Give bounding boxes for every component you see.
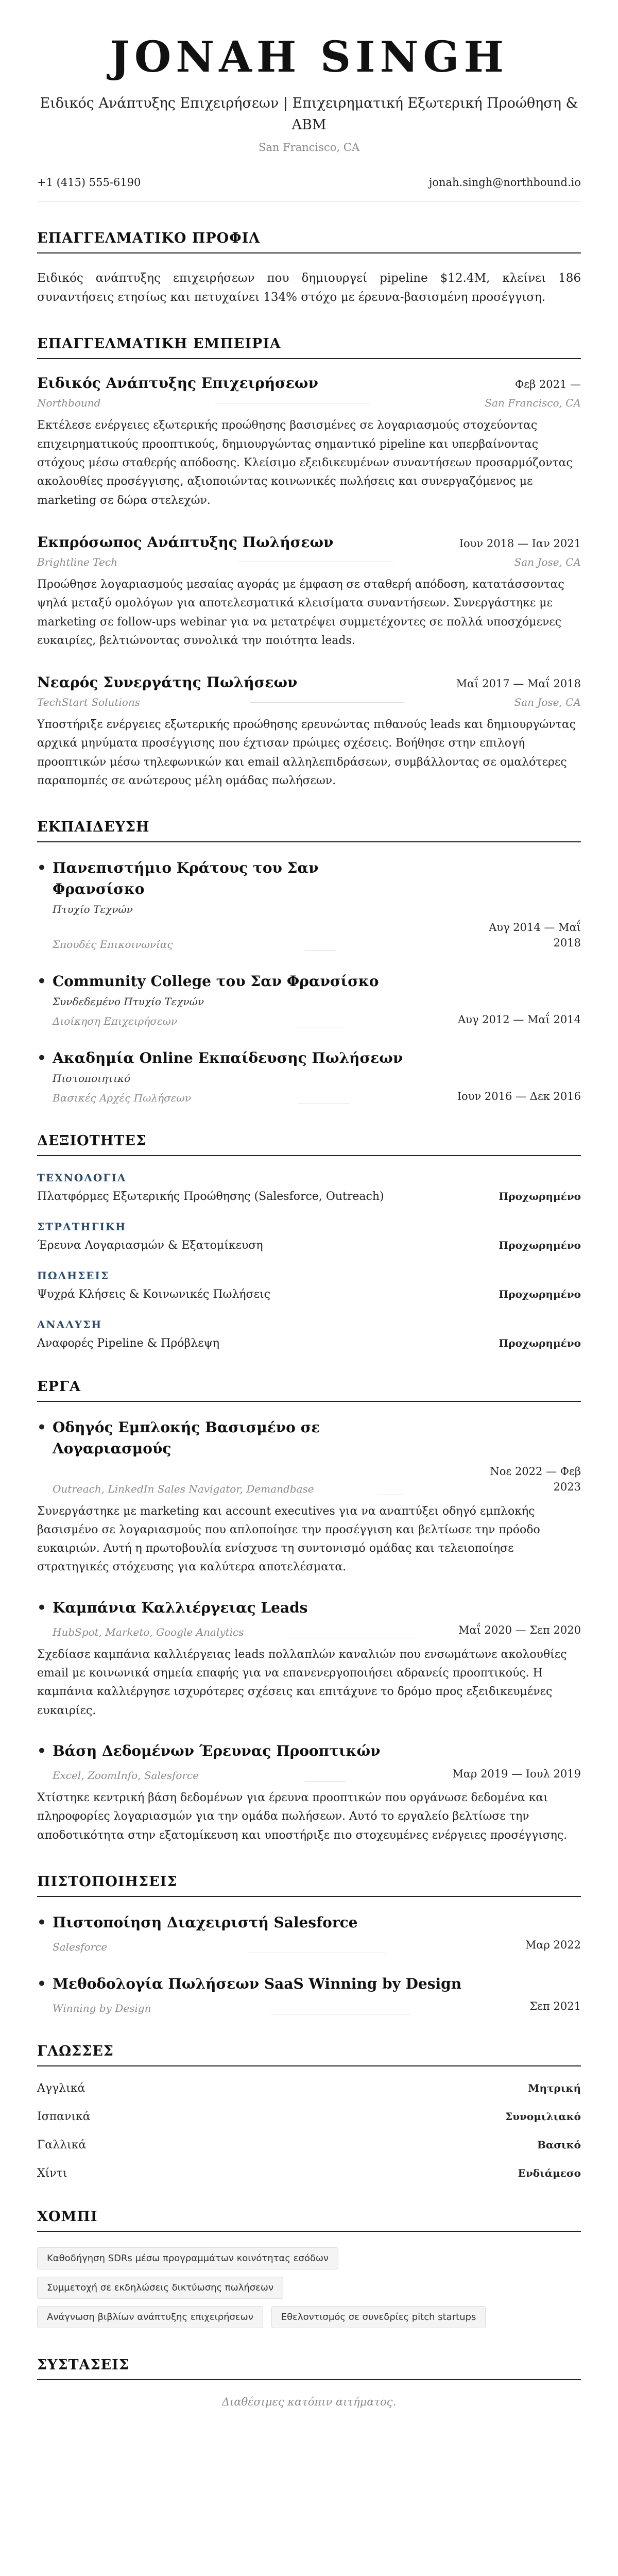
field-of-study: Διοίκηση Επιχειρήσεων — [53, 1015, 178, 1028]
section-title-references: ΣΥΣΤΑΣΕΙΣ — [37, 2357, 581, 2380]
language-name: Αγγλικά — [37, 2081, 85, 2095]
education-date: Αυγ 2014 — Μαΐ 2018 — [489, 921, 581, 949]
certification-issuer: Winning by Design — [53, 2002, 151, 2014]
job-company: TechStart Solutions — [37, 696, 140, 709]
job-role: Ειδικός Ανάπτυξης Επιχειρήσεων — [37, 375, 318, 392]
education-entry — [37, 971, 581, 1027]
bullet-icon: • — [37, 1049, 46, 1067]
section-title-education: ΕΚΠΑΙΔΕΥΣΗ — [37, 819, 581, 842]
education-date: Αυγ 2012 — Μαΐ 2014 — [457, 1013, 581, 1026]
skill-level: Προχωρημένο — [499, 1337, 581, 1350]
language-name: Ισπανικά — [37, 2110, 91, 2123]
certification-date: Σεπ 2021 — [529, 2000, 581, 2013]
job-description: Υποστήριξε ενέργειες εξωτερικής προώθησης ερευνώντας πιθανούς leads και δημιουργώντας αρχικά μηνύματα προσέγγισης που έχτισαν πρώιμες σχέσεις. Βοήθησε στην επιλογή προοπτικών μέσω τηλεφωνικών και email αλληλεπιδράσεων, συμβάλλοντας σε ομαλότερες παραπομπές σε ανώτερους μέλη ομάδας πωλήσεων. — [37, 718, 576, 788]
divider — [305, 950, 336, 951]
bullet-icon: • — [37, 1913, 46, 1931]
divider — [250, 702, 404, 703]
bullet-icon: • — [37, 859, 46, 877]
skill-category: ΤΕΧΝΟΛΟΓΙΑ — [37, 1172, 127, 1184]
certification-issuer: Salesforce — [53, 1940, 108, 1953]
job-role: Εκπρόσωπος Ανάπτυξης Πωλήσεων — [37, 533, 334, 551]
bullet-icon: • — [37, 1599, 46, 1616]
language-row — [37, 2167, 581, 2180]
certification-name: Πιστοποίηση Διαχειριστή Salesforce — [53, 1913, 358, 1931]
degree: Πιστοποιητικό — [53, 1072, 131, 1085]
language-name: Χίντι — [37, 2166, 67, 2180]
section-title-skills: ΔΕΞΙΟΤΗΤΕΣ — [37, 1133, 581, 1156]
language-level: Συνομιλιακό — [505, 2110, 581, 2123]
contact-row — [37, 176, 581, 201]
skill-name: Πλατφόρμες Εξωτερικής Προώθησης (Salesforce, Outreach) — [37, 1190, 384, 1204]
job-location: San Jose, CA — [514, 555, 581, 568]
hobby-chip: Εθελοντισμός σε συνεδρίες pitch startups — [271, 2306, 486, 2328]
field-of-study: Σπουδές Επικοινωνίας — [53, 938, 173, 951]
section-title-hobbies: ΧΟΜΠΙ — [37, 2209, 581, 2232]
degree: Πτυχίο Τεχνών — [53, 903, 133, 916]
references-text: Διαθέσιμες κατόπιν αιτήματος. — [221, 2395, 397, 2408]
language-level: Μητρική — [528, 2081, 581, 2094]
language-level: Ενδιάμεσο — [518, 2166, 581, 2179]
divider — [305, 1781, 346, 1782]
languages-section — [37, 2043, 581, 2180]
section-title-languages: ΓΛΩΣΣΕΣ — [37, 2043, 581, 2066]
project-description: Χτίστηκε κεντρική βάση δεδομένων για έρευνα προοπτικών που οργάνωσε δεδομένα και πληροφορίες λογαριασμών για την ομάδα πωλήσεων. Αυτό το εργαλείο βελτίωσε την αποδοτικότητα στην εξατομίκευση και υποστήριξε πιο στοχευμένες ενέργειες προσέγγισης. — [37, 1791, 568, 1842]
school-name: Πανεπιστήμιο Κράτους του Σαν Φρανσίσκο — [53, 859, 319, 897]
skill-level: Προχωρημένο — [499, 1288, 581, 1301]
projects-section — [37, 1379, 581, 1844]
certification-name: Μεθοδολογία Πωλήσεων SaaS Winning by Design — [53, 1975, 462, 1992]
language-row — [37, 2110, 581, 2123]
project-description: Σχεδίασε καμπάνια καλλιέργειας leads πολλαπλών καναλιών που ενσωμάτωνε ακολουθίες email με κοινωνικά σημεία επαφής για να επανενεργοποιήσει αδρανείς προοπτικούς. Η καμπάνια καλλιέργησε ισχυρότερες σχέσεις και επιτάχυνε το δρόμο προς εξειδικευμένες ευκαιρίες. — [37, 1648, 567, 1717]
hobby-chips — [37, 2247, 581, 2328]
hobby-chip: Ανάγνωση βιβλίων ανάπτυξης επιχειρήσεων — [37, 2306, 263, 2328]
project-date: Μαΐ 2020 — Σεπ 2020 — [458, 1624, 581, 1637]
language-row — [37, 2139, 581, 2151]
skill-group — [37, 1221, 581, 1252]
degree: Συνδεδεμένο Πτυχίο Τεχνών — [53, 995, 204, 1008]
job-location: San Jose, CA — [514, 696, 581, 709]
project-tools: HubSpot, Marketo, Google Analytics — [53, 1625, 244, 1638]
resume-header — [37, 33, 581, 201]
section-title-profile: ΕΠΑΓΓΕΛΜΑΤΙΚΟ ΠΡΟΦΙΛ — [37, 230, 581, 253]
certification-date: Μαρ 2022 — [525, 1939, 581, 1952]
project-tools: Outreach, LinkedIn Sales Navigator, Demandbase — [53, 1482, 314, 1495]
project-entry — [37, 1598, 581, 1720]
skill-name: Αναφορές Pipeline & Πρόβλεψη — [37, 1337, 220, 1350]
school-name: Community College του Σαν Φρανσίσκο — [53, 973, 379, 990]
experience-section — [37, 336, 581, 790]
project-entry — [37, 1417, 581, 1577]
project-description: Συνεργάστηκε με marketing και account executives για να αναπτύξει οδηγό εμπλοκής βασισμένο σε λογαριασμούς που απλοποίησε την προσέγγιση και βελτίωσε την πρόοδο ευκαιριών. Αυτή η πρωτοβουλία ενίσχυσε τη συντονισμό ομάδας και τελειοποίησε στρατηγικές στόχευσης για καλύτερα αποτελέσματα. — [37, 1504, 540, 1574]
job-entry — [37, 375, 581, 510]
skill-category: ΣΤΡΑΤΗΓΙΚΗ — [37, 1221, 127, 1233]
education-entry — [37, 1048, 581, 1104]
job-entry — [37, 534, 581, 650]
skill-level: Προχωρημένο — [499, 1190, 581, 1203]
education-entry — [37, 858, 581, 951]
school-name: Ακαδημία Online Εκπαίδευσης Πωλήσεων — [53, 1049, 403, 1067]
profile-summary: Ειδικός ανάπτυξης επιχειρήσεων που δημιουργεί pipeline $12.4M, κλείνει 186 συναντήσεις ετησίως και πετυχαίνει 134% στόχο με έρευνα-βασισμένη προσέγγιση. — [37, 271, 581, 304]
skill-group — [37, 1269, 581, 1301]
skill-level: Προχωρημένο — [499, 1239, 581, 1252]
project-date: Νοε 2022 — Φεβ 2023 — [490, 1465, 581, 1494]
references-section — [37, 2357, 581, 2408]
bullet-icon: • — [37, 1975, 46, 1992]
skills-section — [37, 1133, 581, 1350]
project-name: Οδηγός Εμπλοκής Βασισμένο σε Λογαριασμούς — [53, 1419, 320, 1458]
headline: Ειδικός Ανάπτυξης Επιχειρήσεων | Επιχειρηματική Εξωτερική Προώθηση & ABM — [40, 95, 578, 133]
project-name: Βάση Δεδομένων Έρευνας Προοπτικών — [53, 1742, 381, 1759]
job-date: Ιουν 2018 — Ιαν 2021 — [459, 537, 581, 550]
job-company: Northbound — [37, 397, 101, 410]
certification-entry — [37, 1912, 581, 1953]
project-name: Καμπάνια Καλλιέργειας Leads — [53, 1599, 308, 1616]
location: San Francisco, CA — [258, 141, 359, 154]
job-date: Φεβ 2021 — — [514, 378, 581, 391]
job-date: Μαΐ 2017 — Μαΐ 2018 — [456, 677, 581, 690]
hobby-chip: Καθοδήγηση SDRs μέσω προγραμμάτων κοινότητας εσόδων — [37, 2247, 338, 2269]
language-name: Γαλλικά — [37, 2138, 87, 2151]
job-location: San Francisco, CA — [485, 397, 581, 410]
project-entry — [37, 1741, 581, 1845]
phone[interactable]: +1 (415) 555-6190 — [37, 176, 141, 189]
job-description: Προώθησε λογαριασμούς μεσαίας αγοράς με έμφαση σε σταθερή απόδοση, κατατάσσοντας ψηλά μεταξύ ομολόγων για αποτελεσματικά κλεισίματα συναντήσεων. Συνεργάστηκε με marketing σε follow-ups webinar για να μετατρέψει συμμετέχοντες σε πολλά υποσχόμενες ευκαιρίες, βελτιώνοντας συνολικά την ποιότητα leads. — [37, 578, 564, 647]
skill-name: Ψυχρά Κλήσεις & Κοινωνικές Πωλήσεις — [37, 1288, 270, 1301]
skill-name: Έρευνα Λογαριασμών & Εξατομίκευση — [37, 1239, 263, 1252]
hobby-chip: Συμμετοχή σε εκδηλώσεις δικτύωσης πωλήσεων — [37, 2277, 283, 2299]
skill-category: ΑΝΑΛΥΣΗ — [37, 1318, 102, 1331]
bullet-icon: • — [37, 1742, 46, 1759]
section-title-projects: ΕΡΓΑ — [37, 1379, 581, 1402]
project-date: Μαρ 2019 — Ιουλ 2019 — [452, 1767, 581, 1780]
skill-group — [37, 1318, 581, 1350]
job-description: Εκτέλεσε ενέργειες εξωτερικής προώθησης βασισμένες σε λογαριασμούς στοχεύοντας επιχειρηματικούς προοπτικούς, δημιουργώντας σημαντικό pipeline και υπερβαίνοντας στόχους μέσω σταθερής απόδοσης. Κλείσιμο εξειδικευμένων συναντήσεων προσαρμόζοντας ακολουθίες προσέγγισης, αξιοποιώντας κοινωνικές πωλήσεις και συνεργαζόμενος με marketing σε δώρα στελεχών. — [37, 419, 573, 507]
bullet-icon: • — [37, 973, 46, 990]
profile-section — [37, 230, 581, 308]
job-entry — [37, 674, 581, 790]
project-tools: Excel, ZoomInfo, Salesforce — [53, 1769, 199, 1782]
hobbies-section — [37, 2209, 581, 2328]
education-date: Ιουν 2016 — Δεκ 2016 — [457, 1090, 581, 1103]
job-company: Brightline Tech — [37, 555, 117, 568]
field-of-study: Βασικές Αρχές Πωλήσεων — [53, 1092, 191, 1105]
certification-entry — [37, 1974, 581, 2014]
email[interactable]: jonah.singh@northbound.io — [428, 176, 581, 189]
certifications-section — [37, 1874, 581, 2014]
bullet-icon: • — [37, 1419, 46, 1436]
section-title-certifications: ΠΙΣΤΟΠΟΙΗΣΕΙΣ — [37, 1874, 581, 1897]
candidate-name: JONAH SINGH — [110, 32, 508, 82]
education-section — [37, 819, 581, 1104]
language-row — [37, 2082, 581, 2095]
skill-category: ΠΩΛΗΣΕΙΣ — [37, 1269, 109, 1282]
skill-group — [37, 1172, 581, 1203]
language-level: Βασικό — [537, 2138, 581, 2151]
job-role: Νεαρός Συνεργάτης Πωλήσεων — [37, 674, 298, 691]
section-title-experience: ΕΠΑΓΓΕΛΜΑΤΙΚΗ ΕΜΠΕΙΡΙΑ — [37, 336, 581, 359]
